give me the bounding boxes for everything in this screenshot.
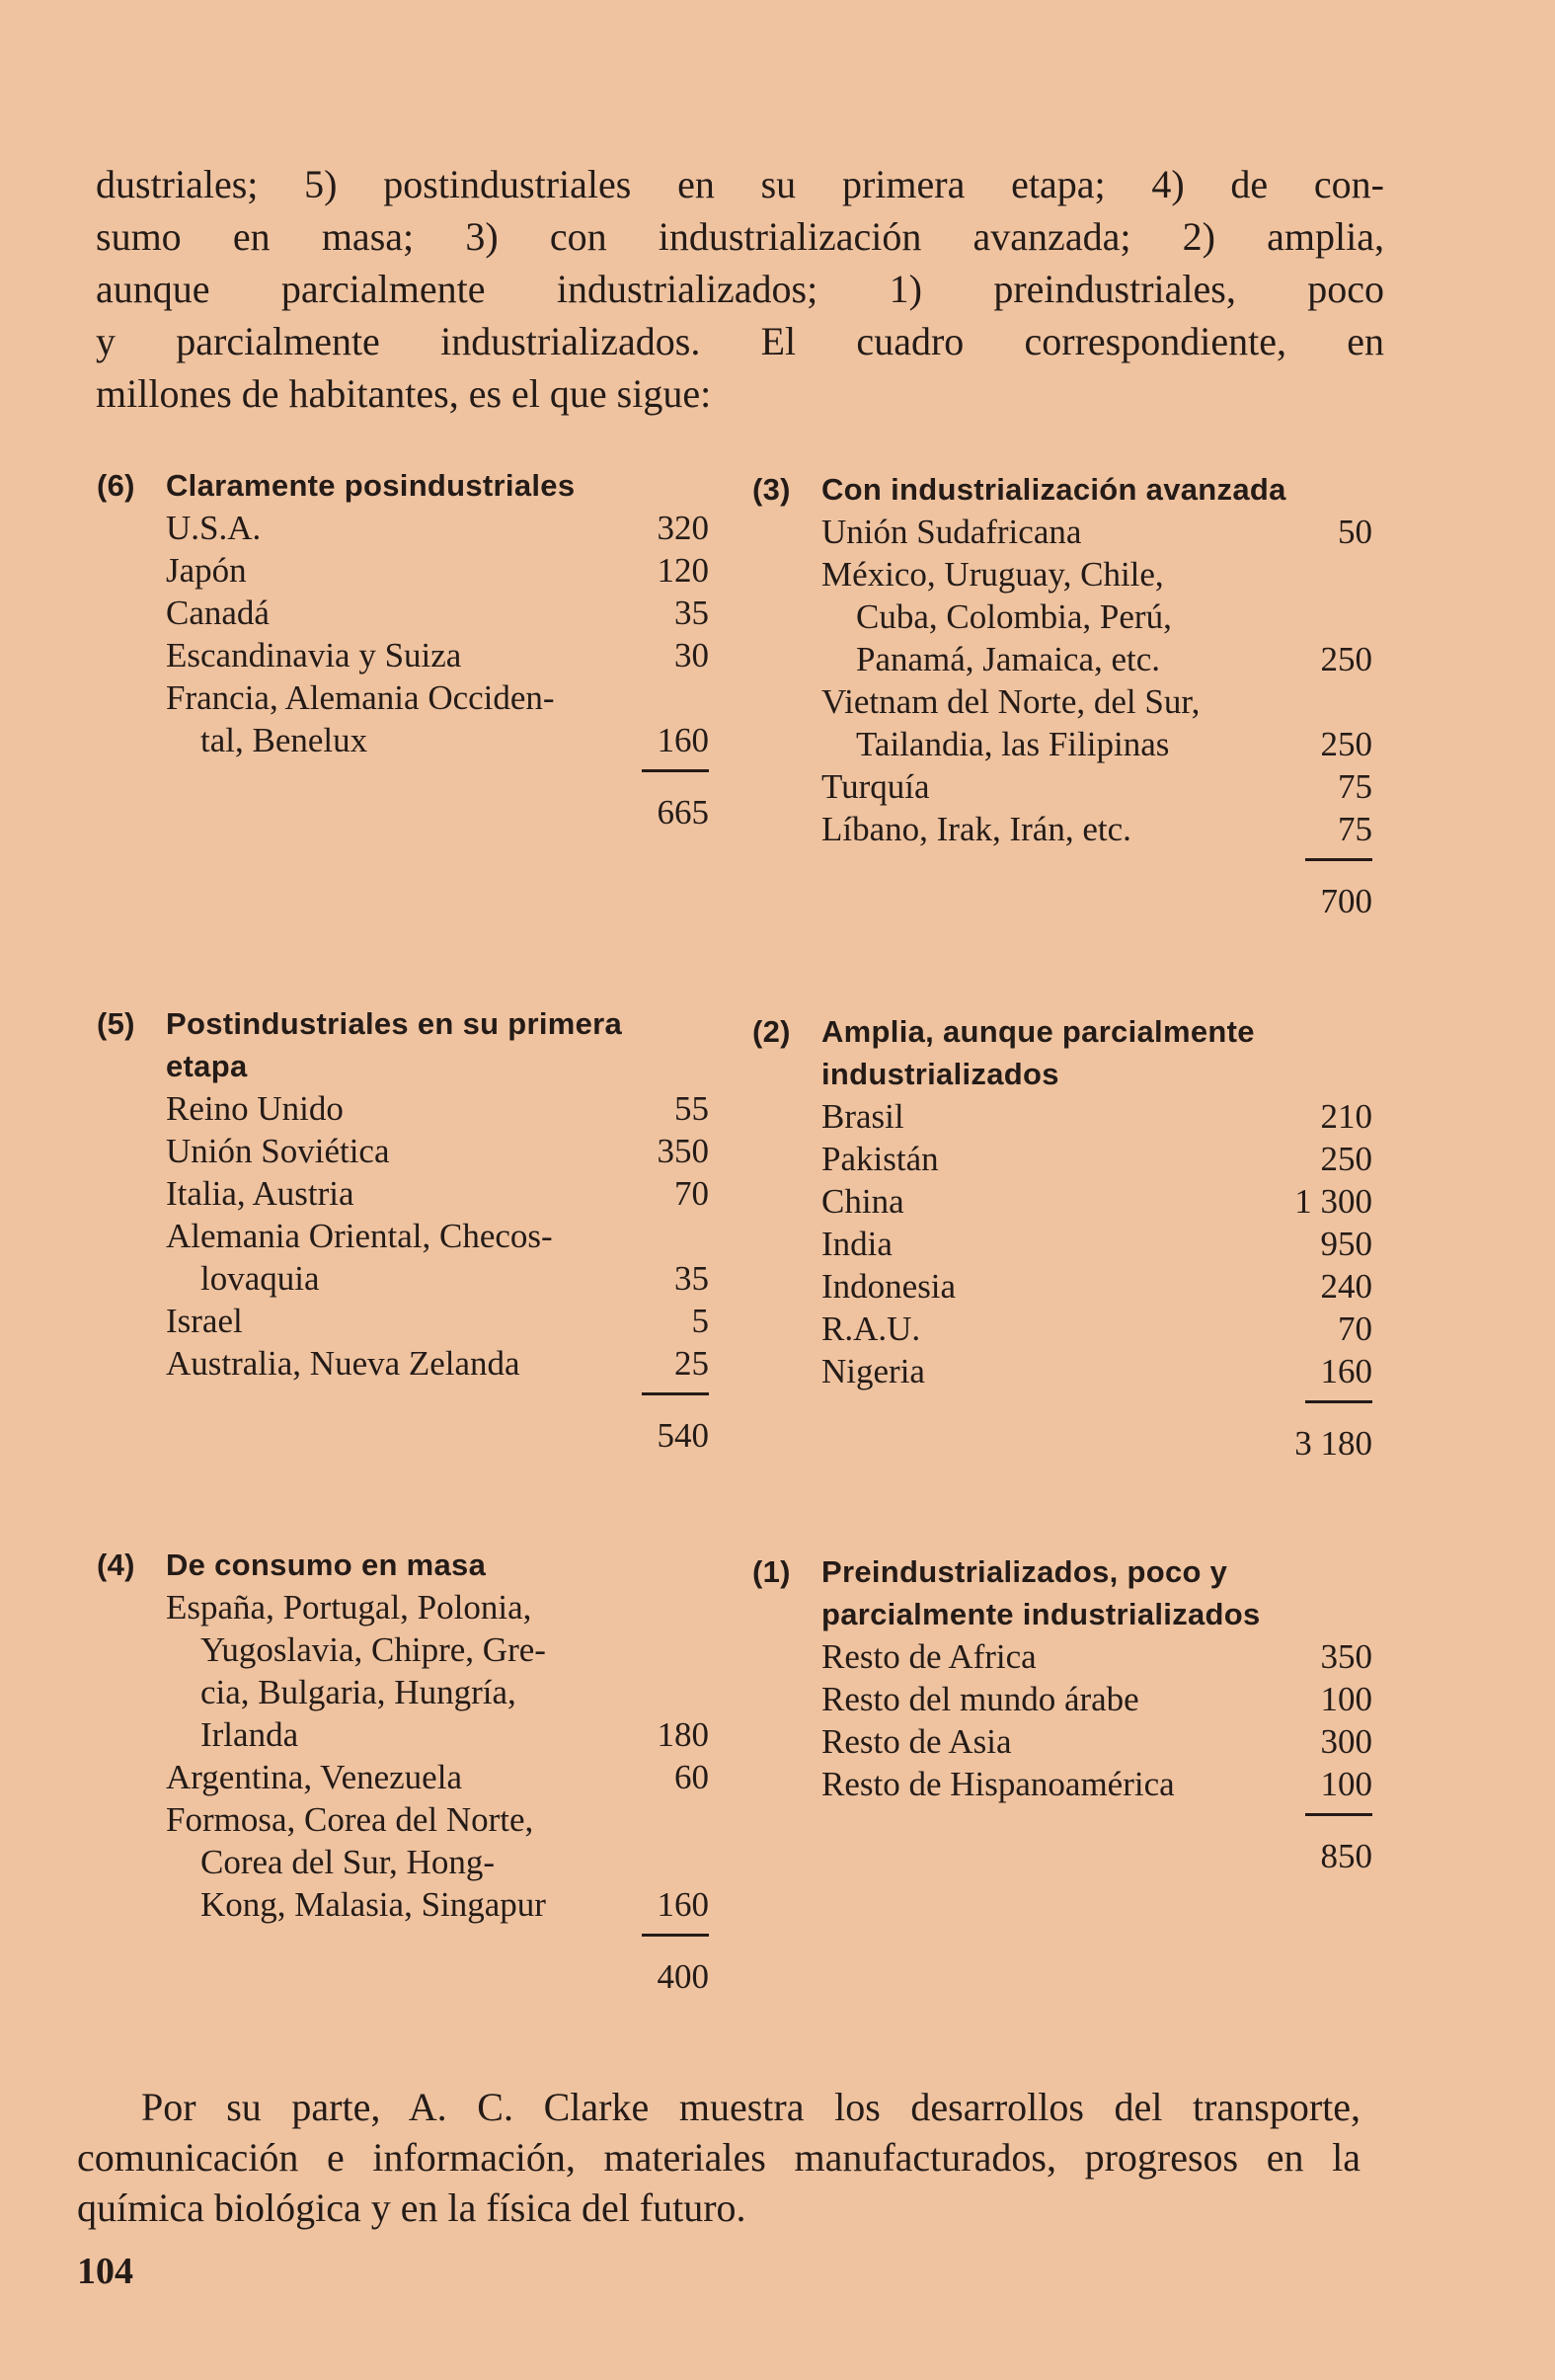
row-value: 5: [691, 1302, 709, 1340]
row-value: 160: [657, 1885, 709, 1924]
category-title: [97, 464, 709, 507]
table-row: [97, 1586, 709, 1756]
row-value: 1 300: [1294, 1182, 1372, 1221]
category-block-6: [97, 464, 709, 833]
category-title: [97, 1544, 709, 1586]
intro-line: millones de habitantes, es el que sigue:: [96, 371, 712, 416]
category-block-3: [752, 468, 1372, 922]
category-block-5: [97, 1002, 709, 1457]
row-value: 35: [674, 1259, 709, 1298]
row-label: U.S.A.: [166, 509, 262, 547]
table-row: [752, 1308, 1372, 1350]
total-value: 665: [657, 793, 709, 832]
row-label: Argentina, Venezuela: [166, 1758, 462, 1796]
row-label: Unión Sudafricana: [821, 513, 1082, 551]
table-row: [752, 1350, 1372, 1392]
table-row: [97, 592, 709, 634]
category-title: [752, 1550, 1372, 1635]
row-value: 100: [1320, 1765, 1372, 1803]
table-row: [752, 1635, 1372, 1678]
total-row: [97, 1414, 709, 1457]
table-row: [752, 765, 1372, 808]
row-label: Italia, Austria: [166, 1174, 354, 1213]
total-row: [752, 880, 1372, 922]
row-value: 55: [674, 1089, 709, 1128]
table-row: [97, 1798, 709, 1926]
category-title: [97, 1002, 709, 1087]
closing-paragraph: [77, 2082, 1361, 2233]
row-label: Unión Soviética: [166, 1132, 390, 1170]
category-title: [752, 468, 1372, 511]
row-value: 70: [1338, 1309, 1372, 1348]
row-label: México, Uruguay, Chile, Cuba, Colombia, Perú, Panamá, Jamaica, etc.: [821, 555, 1172, 678]
row-value: 250: [1320, 725, 1372, 763]
page-number: 104: [77, 2251, 133, 2292]
intro-line: aunque parcialmente industrializados; 1) preindustriales, poco: [96, 267, 1384, 311]
table-row: [97, 634, 709, 676]
table-row: [97, 1130, 709, 1172]
row-label: Brasil: [821, 1097, 904, 1136]
intro-line: dustriales; 5) postindustriales en su primera etapa; 4) de con-: [96, 162, 1384, 206]
row-label: Alemania Oriental, Checos- lovaquia: [166, 1217, 553, 1298]
category-title: [752, 1010, 1372, 1095]
row-value: 350: [657, 1132, 709, 1170]
category-block-1: [752, 1550, 1372, 1877]
sum-rule: [752, 850, 1372, 870]
row-label: Resto de Asia: [821, 1722, 1012, 1761]
category-block-4: [97, 1544, 709, 1998]
row-label: Líbano, Irak, Irán, etc.: [821, 810, 1131, 848]
table-row: [97, 1342, 709, 1385]
row-label: Formosa, Corea del Norte, Corea del Sur, Hong- Kong, Malasia, Singapur: [166, 1800, 546, 1924]
table-row: [97, 1756, 709, 1798]
category-label: De consumo en masa: [166, 1547, 487, 1582]
table-row: [97, 1215, 709, 1300]
total-value: 850: [1320, 1837, 1372, 1875]
row-value: 70: [674, 1174, 709, 1213]
row-label: España, Portugal, Polonia, Yugoslavia, Chipre, Gre- cia, Bulgaria, Hungría, Irlanda: [166, 1588, 546, 1754]
row-label: Turquía: [821, 767, 930, 806]
table-row: [752, 1223, 1372, 1265]
row-value: 950: [1320, 1225, 1372, 1263]
row-label: Resto de Africa: [821, 1637, 1037, 1676]
table-row: [752, 1763, 1372, 1805]
table-row: [97, 507, 709, 549]
table-row: [97, 1087, 709, 1130]
sum-rule: [752, 1805, 1372, 1825]
row-label: Resto de Hispanoamérica: [821, 1765, 1175, 1803]
category-number: (3): [752, 472, 791, 507]
row-value: 160: [1320, 1352, 1372, 1390]
row-value: 60: [674, 1758, 709, 1796]
category-number: (2): [752, 1014, 791, 1049]
category-number: (1): [752, 1554, 791, 1589]
intro-line: y parcialmente industrializados. El cuadro correspondiente, en: [96, 319, 1384, 363]
row-label: China: [821, 1182, 904, 1221]
table-row: [752, 553, 1372, 680]
total-value: 700: [1320, 882, 1372, 920]
table-row: [97, 676, 709, 761]
row-value: 75: [1338, 810, 1372, 848]
category-label: Amplia, aunque parcialmente industrializados: [821, 1014, 1255, 1091]
sum-rule: [97, 1926, 709, 1945]
row-label: Australia, Nueva Zelanda: [166, 1344, 520, 1383]
category-number: (5): [97, 1006, 135, 1041]
intro-paragraph: [96, 158, 1384, 420]
total-value: 540: [657, 1416, 709, 1455]
total-value: 400: [657, 1957, 709, 1996]
table-row: [752, 1180, 1372, 1223]
table-row: [752, 1265, 1372, 1308]
table-row: [97, 549, 709, 592]
row-value: 50: [1338, 513, 1372, 551]
row-label: Indonesia: [821, 1267, 957, 1306]
table-row: [752, 1095, 1372, 1138]
row-value: 120: [657, 551, 709, 590]
category-label: Con industrialización avanzada: [821, 472, 1286, 507]
total-row: [97, 791, 709, 833]
row-value: 35: [674, 594, 709, 632]
row-label: Resto del mundo árabe: [821, 1680, 1139, 1718]
table-row: [752, 1678, 1372, 1720]
row-value: 160: [657, 721, 709, 759]
row-value: 25: [674, 1344, 709, 1383]
total-row: [97, 1955, 709, 1998]
row-label: Reino Unido: [166, 1089, 344, 1128]
sum-rule: [97, 1385, 709, 1404]
table-row: [752, 511, 1372, 553]
sum-rule: [97, 761, 709, 781]
category-block-2: [752, 1010, 1372, 1465]
table-row: [97, 1172, 709, 1215]
category-label: Claramente posindustriales: [166, 468, 576, 503]
category-label: Postindustriales en su primera etapa: [166, 1006, 623, 1083]
row-label: Nigeria: [821, 1352, 925, 1390]
total-row: [752, 1835, 1372, 1877]
row-value: 210: [1320, 1097, 1372, 1136]
closing-text: Por su parte, A. C. Clarke muestra los desarrollos del transporte, comunicación e información, materiales manufacturados, progresos en la química biológica y en la física del futuro.: [77, 2085, 1361, 2230]
row-label: Japón: [166, 551, 247, 590]
row-value: 180: [657, 1715, 709, 1754]
sum-rule: [752, 1392, 1372, 1412]
row-value: 250: [1320, 1140, 1372, 1178]
row-value: 350: [1320, 1637, 1372, 1676]
category-label: Preindustrializados, poco y parcialmente industrializados: [821, 1554, 1261, 1631]
row-label: Israel: [166, 1302, 243, 1340]
category-number: (4): [97, 1547, 135, 1582]
table-row: [752, 1720, 1372, 1763]
table-row: [97, 1300, 709, 1342]
table-row: [752, 680, 1372, 765]
table-row: [752, 808, 1372, 850]
intro-line: sumo en masa; 3) con industrialización avanzada; 2) amplia,: [96, 214, 1384, 259]
row-value: 100: [1320, 1680, 1372, 1718]
row-value: 250: [1320, 640, 1372, 678]
row-label: Pakistán: [821, 1140, 939, 1178]
row-label: Escandinavia y Suiza: [166, 636, 462, 674]
row-label: India: [821, 1225, 893, 1263]
row-value: 75: [1338, 767, 1372, 806]
category-number: (6): [97, 468, 135, 503]
total-value: 3 180: [1294, 1424, 1372, 1463]
row-value: 300: [1320, 1722, 1372, 1761]
total-row: [752, 1422, 1372, 1465]
row-value: 240: [1320, 1267, 1372, 1306]
row-label: R.A.U.: [821, 1309, 921, 1348]
row-value: 30: [674, 636, 709, 674]
row-label: Vietnam del Norte, del Sur, Tailandia, las Filipinas: [821, 682, 1201, 763]
table-row: [752, 1138, 1372, 1180]
row-label: Francia, Alemania Occiden- tal, Benelux: [166, 678, 555, 759]
row-label: Canadá: [166, 594, 270, 632]
row-value: 320: [657, 509, 709, 547]
